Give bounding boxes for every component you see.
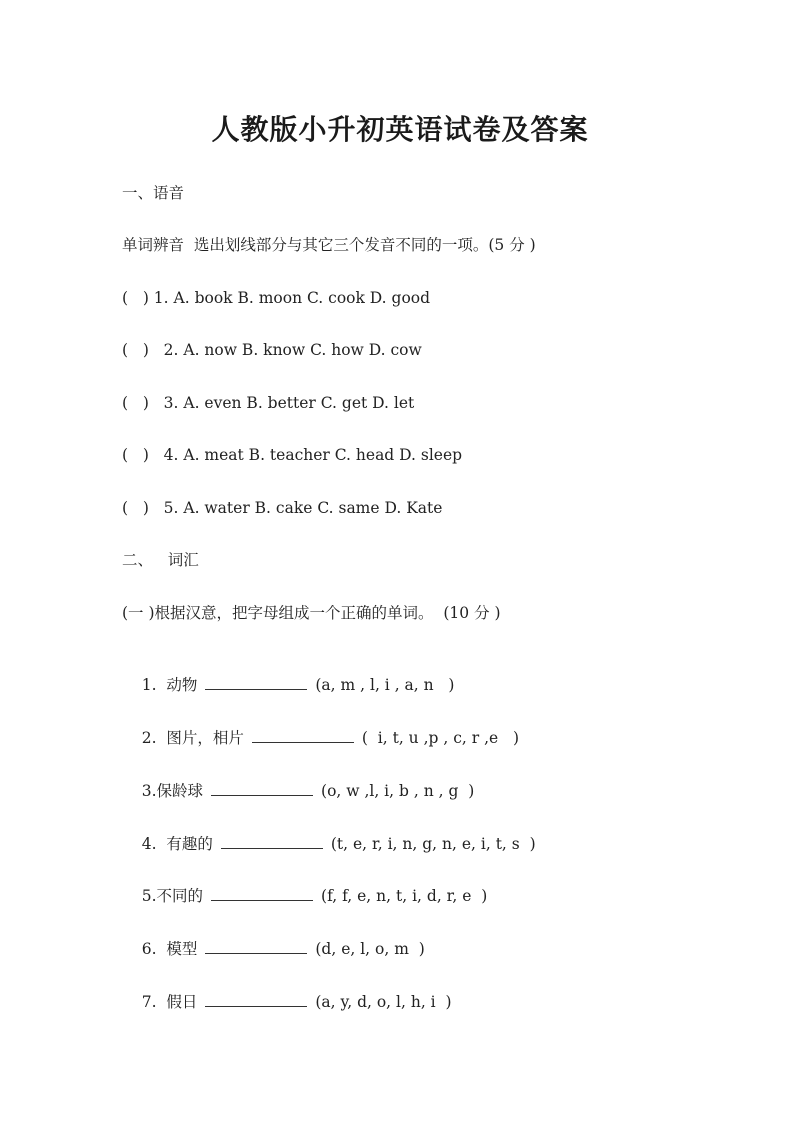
answer-blank[interactable] bbox=[221, 834, 323, 849]
vocabulary-item-prompt: 4. 有趣的 bbox=[141, 835, 213, 853]
vocabulary-item bbox=[122, 814, 536, 874]
vocabulary-item bbox=[122, 655, 454, 715]
vocabulary-item-prompt: 3.保龄球 bbox=[141, 782, 204, 800]
answer-blank[interactable] bbox=[211, 886, 313, 901]
phonetics-instruction: 单词辨音 选出划线部分与其它三个发音不同的一项。(5 分 ) bbox=[122, 236, 536, 254]
vocabulary-item bbox=[122, 866, 487, 926]
vocabulary-instruction: (一 )根据汉意，把字母组成一个正确的单词。 (10 分 ) bbox=[122, 604, 501, 622]
vocabulary-item-prompt: 6. 模型 bbox=[141, 940, 198, 958]
vocabulary-item-prompt: 7. 假日 bbox=[141, 993, 198, 1011]
answer-blank[interactable] bbox=[205, 675, 307, 690]
vocabulary-item bbox=[122, 708, 519, 768]
answer-blank[interactable] bbox=[205, 992, 307, 1007]
vocabulary-item bbox=[122, 972, 452, 1032]
vocabulary-item-letters: (t, e, r, i, n, g, n, e, i, t, s ) bbox=[330, 835, 536, 853]
vocabulary-item-prompt: 5.不同的 bbox=[141, 887, 204, 905]
vocabulary-item-prompt: 2. 图片，相片 bbox=[141, 729, 244, 747]
vocabulary-item-letters: (f, f, e, n, t, i, d, r, e ) bbox=[321, 887, 488, 905]
phonetics-question-4: ( ) 4. A. meat B. teacher C. head D. sleep bbox=[122, 446, 463, 464]
vocabulary-item-letters: (a, y, d, o, l, h, i ) bbox=[315, 993, 452, 1011]
vocabulary-item bbox=[122, 761, 474, 821]
phonetics-question-3: ( ) 3. A. even B. better C. get D. let bbox=[122, 394, 415, 412]
vocabulary-item-letters: (a, m , l, i , a, n ) bbox=[315, 676, 455, 694]
vocabulary-item bbox=[122, 919, 425, 979]
answer-blank[interactable] bbox=[252, 728, 354, 743]
section-heading-vocabulary: 二、 词汇 bbox=[122, 551, 199, 569]
vocabulary-item-letters: (d, e, l, o, m ) bbox=[315, 940, 425, 958]
vocabulary-item-letters: (o, w ,l, i, b , n , g ) bbox=[321, 782, 475, 800]
phonetics-question-2: ( ) 2. A. now B. know C. how D. cow bbox=[122, 341, 422, 359]
section-heading-phonetics: 一、语音 bbox=[122, 184, 185, 202]
answer-blank[interactable] bbox=[211, 781, 313, 796]
phonetics-question-1: ( ) 1. A. book B. moon C. cook D. good bbox=[122, 289, 431, 307]
document-title: 人教版小升初英语试卷及答案 bbox=[211, 113, 589, 146]
phonetics-question-5: ( ) 5. A. water B. cake C. same D. Kate bbox=[122, 499, 443, 517]
vocabulary-item-prompt: 1. 动物 bbox=[141, 676, 198, 694]
answer-blank[interactable] bbox=[205, 939, 307, 954]
vocabulary-item-letters: ( i, t, u ,p , c, r ,e ) bbox=[361, 729, 520, 747]
